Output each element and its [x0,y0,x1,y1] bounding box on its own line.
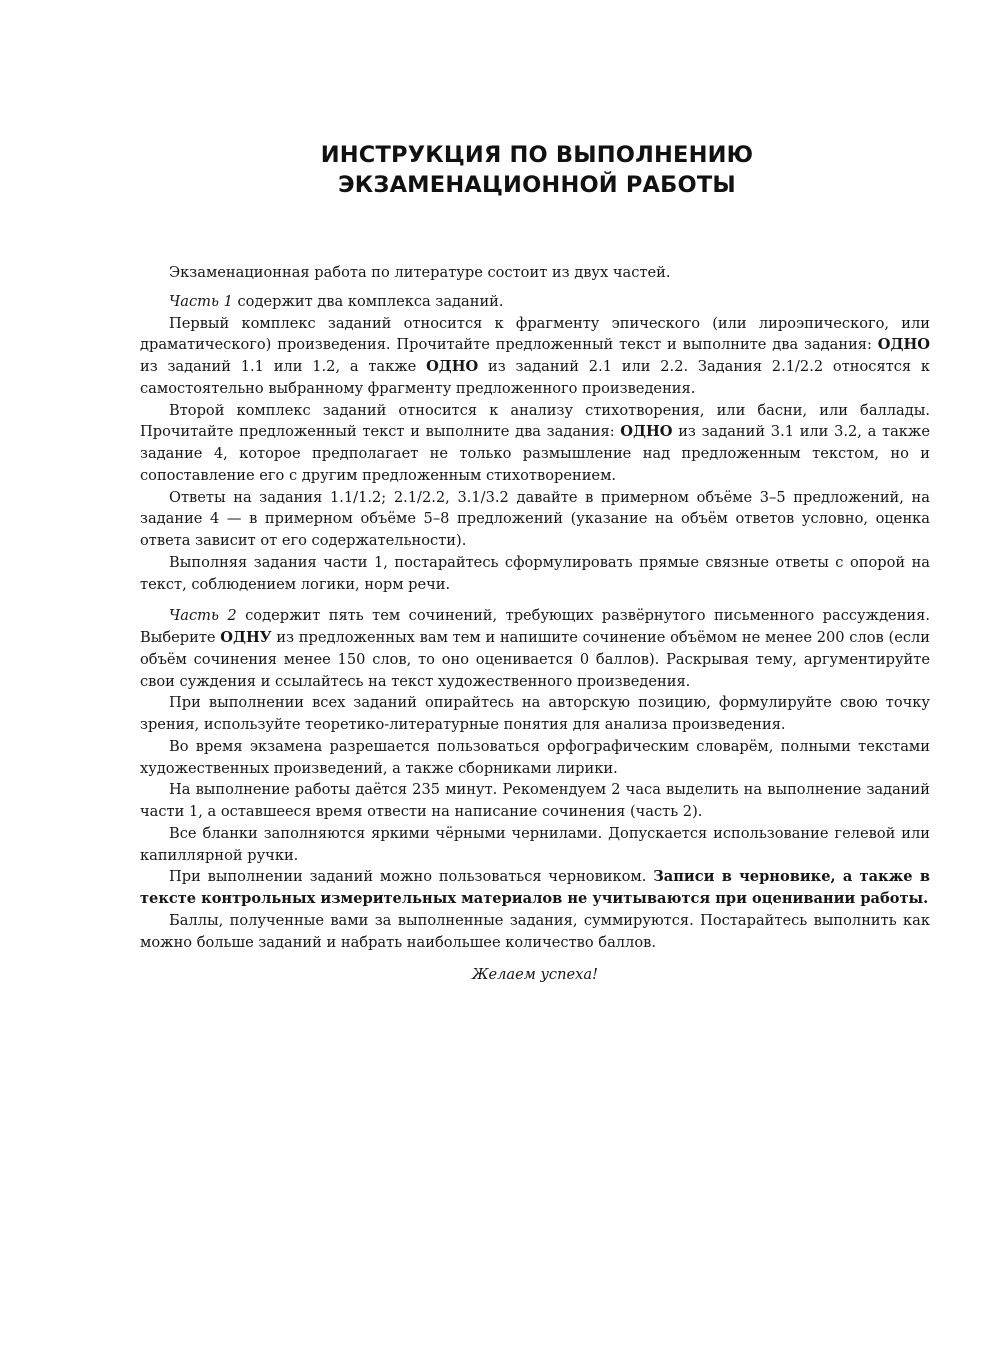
title-line-2: ЭКЗАМЕНАЦИОННОЙ РАБОТЫ [338,172,736,198]
paragraph-draft: При выполнении заданий можно пользоваться черновиком. Записи в черновике, а также в тексте контрольных измерительных материалов не учитываются при оценивании работы. [140,868,930,907]
paragraph-points: Баллы, полученные вами за выполненные задания, суммируются. Постарайтесь выполнить как можно больше заданий и набрать наибольшее количество баллов. [140,911,930,951]
good-luck-text: Желаем успеха! [472,966,598,984]
paragraph-part1-intro: Часть 1 содержит два комплекса заданий. [169,292,504,310]
part2-label: Часть 2 [169,607,237,625]
paragraph-author-position: При выполнении всех заданий опирайтесь на авторскую позицию, формулируйте свою точку зрения, используйте теоретико-литературные понятия для анализа произведения. [140,694,930,733]
paragraph-part1-advice: Выполняя задания части 1, постарайтесь сформулировать прямые связные ответы с опорой на текст, соблюдением логики, норм речи. [140,553,930,593]
paragraph-allowed-materials: Во время экзамена разрешается пользоваться орфографическим словарём, полными текстами художественных произведений, а также сборниками лирики. [140,737,930,777]
paragraph-first-complex: Первый комплекс заданий относится к фрагменту эпического (или лироэпического, или драматического) произведения. Прочитайте предложенный текст и выполните два задания: ОДНО из заданий 1.1 или 1.2, а также ОДНО из заданий 2.1 или 2.2. Задания 2.1/2.2 относятся к самостоятельно выбранному фрагменту предложенного произведения. [140,314,931,397]
paragraph-intro: Экзаменационная работа по литературе состоит из двух частей. [169,264,671,281]
paragraph-time: На выполнение работы даётся 235 минут. Рекомендуем 2 часа выделить на выполнение заданий части 1, а оставшееся время отвести на написание сочинения (часть 2). [140,781,930,820]
paragraph-part2: Часть 2 содержит пять тем сочинений, требующих развёрнутого письменного рассуждения. Выберите ОДНУ из предложенных вам тем и напишите сочинение объёмом не менее 200 слов (если объём сочинения менее 150 слов, то оно оценивается 0 баллов). Раскрывая тему, аргументируйте свои суждения и ссылайтесь на текст художественного произведения. [140,607,931,690]
part1-label: Часть 1 [169,292,233,310]
instruction-body [140,262,930,986]
paragraph-ink: Все бланки заполняются яркими чёрными чернилами. Допускается использование гелевой или капиллярной ручки. [140,824,930,864]
paragraph-answer-length: Ответы на задания 1.1/1.2; 2.1/2.2, 3.1/3.2 давайте в примерном объёме 3–5 предложений, на задание 4 — в примерном объёме 5–8 предложений (указание на объём ответов условно, оценка ответа зависит от его содержательности). [140,488,930,549]
page-title [0,140,1000,200]
paragraph-second-complex: Второй комплекс заданий относится к анализу стихотворения, или басни, или баллады. Прочитайте предложенный текст и выполните два задания: ОДНО из заданий 3.1 или 3.2, а также задание 4, которое предполагает не только размышление над предложенным текстом, но и сопоставление его с другим предложенным стихотворением. [140,401,930,484]
title-line-1: ИНСТРУКЦИЯ ПО ВЫПОЛНЕНИЮ [320,142,754,168]
